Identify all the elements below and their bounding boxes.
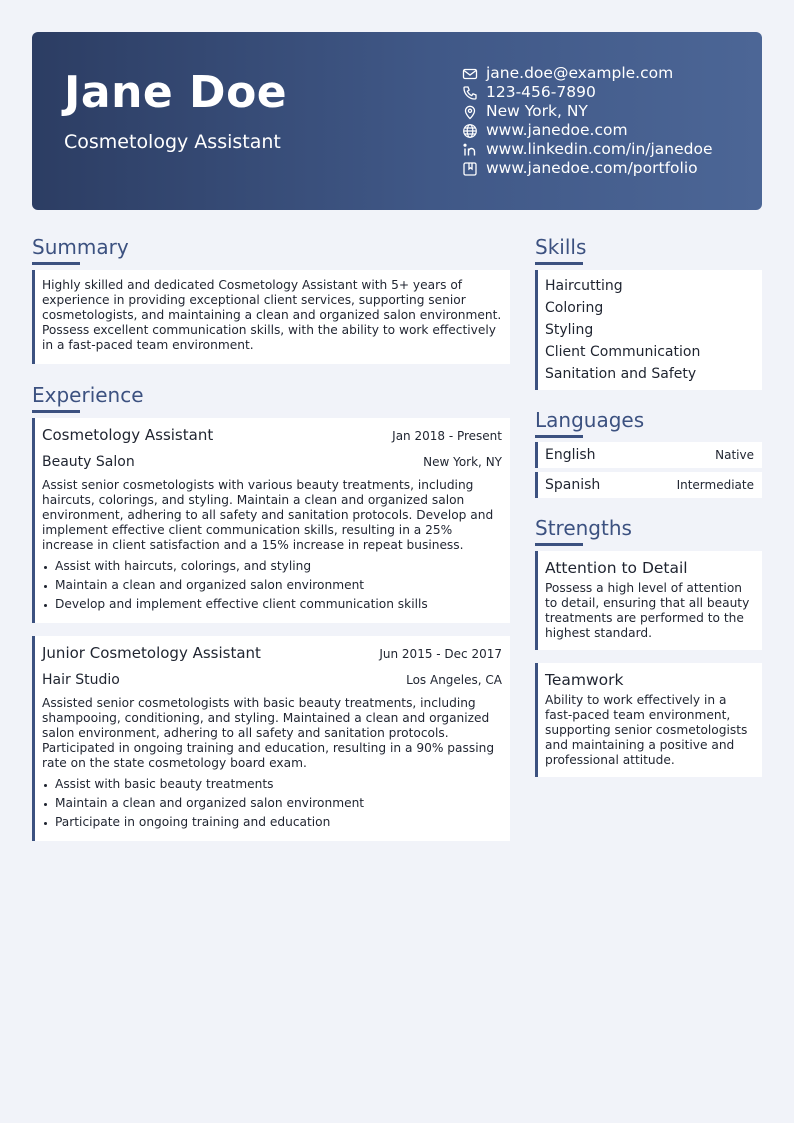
mail-icon	[462, 66, 478, 82]
job-title: Cosmetology Assistant	[42, 426, 214, 444]
bullet-item: Develop and implement effective client communication skills	[42, 595, 502, 614]
main-column	[32, 234, 510, 841]
languages-heading: Languages	[535, 408, 645, 432]
strength-card	[535, 551, 762, 650]
heading-underline	[535, 435, 583, 438]
bullet-item: Assist with haircuts, colorings, and styling	[42, 557, 502, 576]
bullet-item: Maintain a clean and organized salon environment	[42, 794, 502, 813]
bullet-item: Participate in ongoing training and education	[42, 813, 502, 832]
job-entry	[32, 418, 510, 623]
summary-heading: Summary	[32, 235, 129, 259]
contact-linkedin-text: www.linkedin.com/in/janedoe	[486, 140, 713, 158]
contact-location	[462, 102, 713, 121]
contact-portfolio-text: www.janedoe.com/portfolio	[486, 159, 698, 177]
language-item	[535, 442, 762, 468]
bullet-item: Maintain a clean and organized salon environment	[42, 576, 502, 595]
job-description: Assisted senior cosmetologists with basic beauty treatments, including shampooing, conditioning, and styling. Maintained a clean and organized salon environment, adhering to all safety and sanitation protocols. Participated in ongoing training and education, resulting in a 90% passing rate on the state cosmetology board exam.	[42, 696, 495, 770]
contact-linkedin[interactable]	[462, 140, 713, 159]
job-company: Hair Studio	[42, 672, 120, 688]
experience-section	[32, 382, 510, 841]
heading-underline	[32, 262, 80, 265]
contact-website-text: www.janedoe.com	[486, 121, 628, 139]
contact-website[interactable]	[462, 121, 713, 140]
contact-list	[462, 64, 713, 178]
linkedin-icon	[462, 142, 478, 158]
contact-email[interactable]	[462, 64, 713, 83]
globe-icon	[462, 123, 478, 139]
language-item	[535, 472, 762, 498]
strengths-heading: Strengths	[535, 516, 632, 540]
sidebar-column	[535, 234, 762, 777]
phone-icon	[462, 85, 478, 101]
portfolio-icon	[462, 161, 478, 177]
job-title: Junior Cosmetology Assistant	[42, 644, 261, 662]
job-location: New York, NY	[423, 455, 502, 469]
job-bullets	[42, 775, 502, 832]
skill-item: Haircutting	[545, 278, 623, 294]
job-entry	[32, 636, 510, 841]
strength-title: Teamwork	[545, 671, 624, 689]
skill-item: Coloring	[545, 300, 604, 316]
skills-section	[535, 234, 762, 390]
candidate-title: Cosmetology Assistant	[64, 131, 281, 153]
language-level: Intermediate	[676, 478, 754, 492]
job-bullets	[42, 557, 502, 614]
location-pin-icon	[462, 104, 478, 120]
language-level: Native	[715, 448, 754, 462]
job-dates: Jan 2018 - Present	[392, 429, 502, 443]
job-location: Los Angeles, CA	[406, 673, 502, 687]
heading-underline	[32, 410, 80, 413]
strength-card	[535, 663, 762, 777]
summary-section	[32, 234, 510, 364]
experience-heading: Experience	[32, 383, 144, 407]
summary-text: Highly skilled and dedicated Cosmetology Assistant with 5+ years of experience in providing exceptional client services, supporting senior cosmetologists, and maintaining a clean and organized salon environment. Possess excellent communication skills, with the ability to work effectively in a fast-paced team environment.	[42, 278, 502, 352]
summary-card	[32, 270, 510, 364]
skills-heading: Skills	[535, 235, 587, 259]
contact-portfolio[interactable]	[462, 159, 713, 178]
resume-header	[32, 32, 762, 210]
strength-text: Possess a high level of attention to detail, ensuring that all beauty treatments are performed to the highest standard.	[545, 581, 750, 640]
job-description: Assist senior cosmetologists with various beauty treatments, including haircuts, colorings, and styling. Maintain a clean and organized salon environment, adhering to all safety and sanitation protocols. Develop and implement effective client communication skills, resulting in a 25% increase in client satisfaction and a 15% increase in repeat business.	[42, 478, 494, 552]
strengths-section	[535, 515, 762, 777]
strength-text: Ability to work effectively in a fast-paced team environment, supporting senior cosmetologists and maintaining a positive and professional attitude.	[545, 693, 748, 767]
heading-underline	[535, 262, 583, 265]
skill-item: Styling	[545, 322, 594, 338]
skill-item: Sanitation and Safety	[545, 366, 697, 382]
heading-underline	[535, 543, 583, 546]
strength-title: Attention to Detail	[545, 559, 688, 577]
candidate-name: Jane Doe	[64, 67, 288, 118]
skill-item: Client Communication	[545, 344, 701, 360]
contact-email-text: jane.doe@example.com	[486, 64, 674, 82]
contact-phone[interactable]	[462, 83, 713, 102]
skills-list	[535, 270, 762, 390]
job-dates: Jun 2015 - Dec 2017	[379, 647, 502, 661]
job-company: Beauty Salon	[42, 454, 135, 470]
contact-location-text: New York, NY	[486, 102, 588, 120]
contact-phone-text: 123-456-7890	[486, 83, 596, 101]
languages-section	[535, 407, 762, 498]
language-name: Spanish	[545, 477, 601, 493]
language-name: English	[545, 447, 596, 463]
bullet-item: Assist with basic beauty treatments	[42, 775, 502, 794]
